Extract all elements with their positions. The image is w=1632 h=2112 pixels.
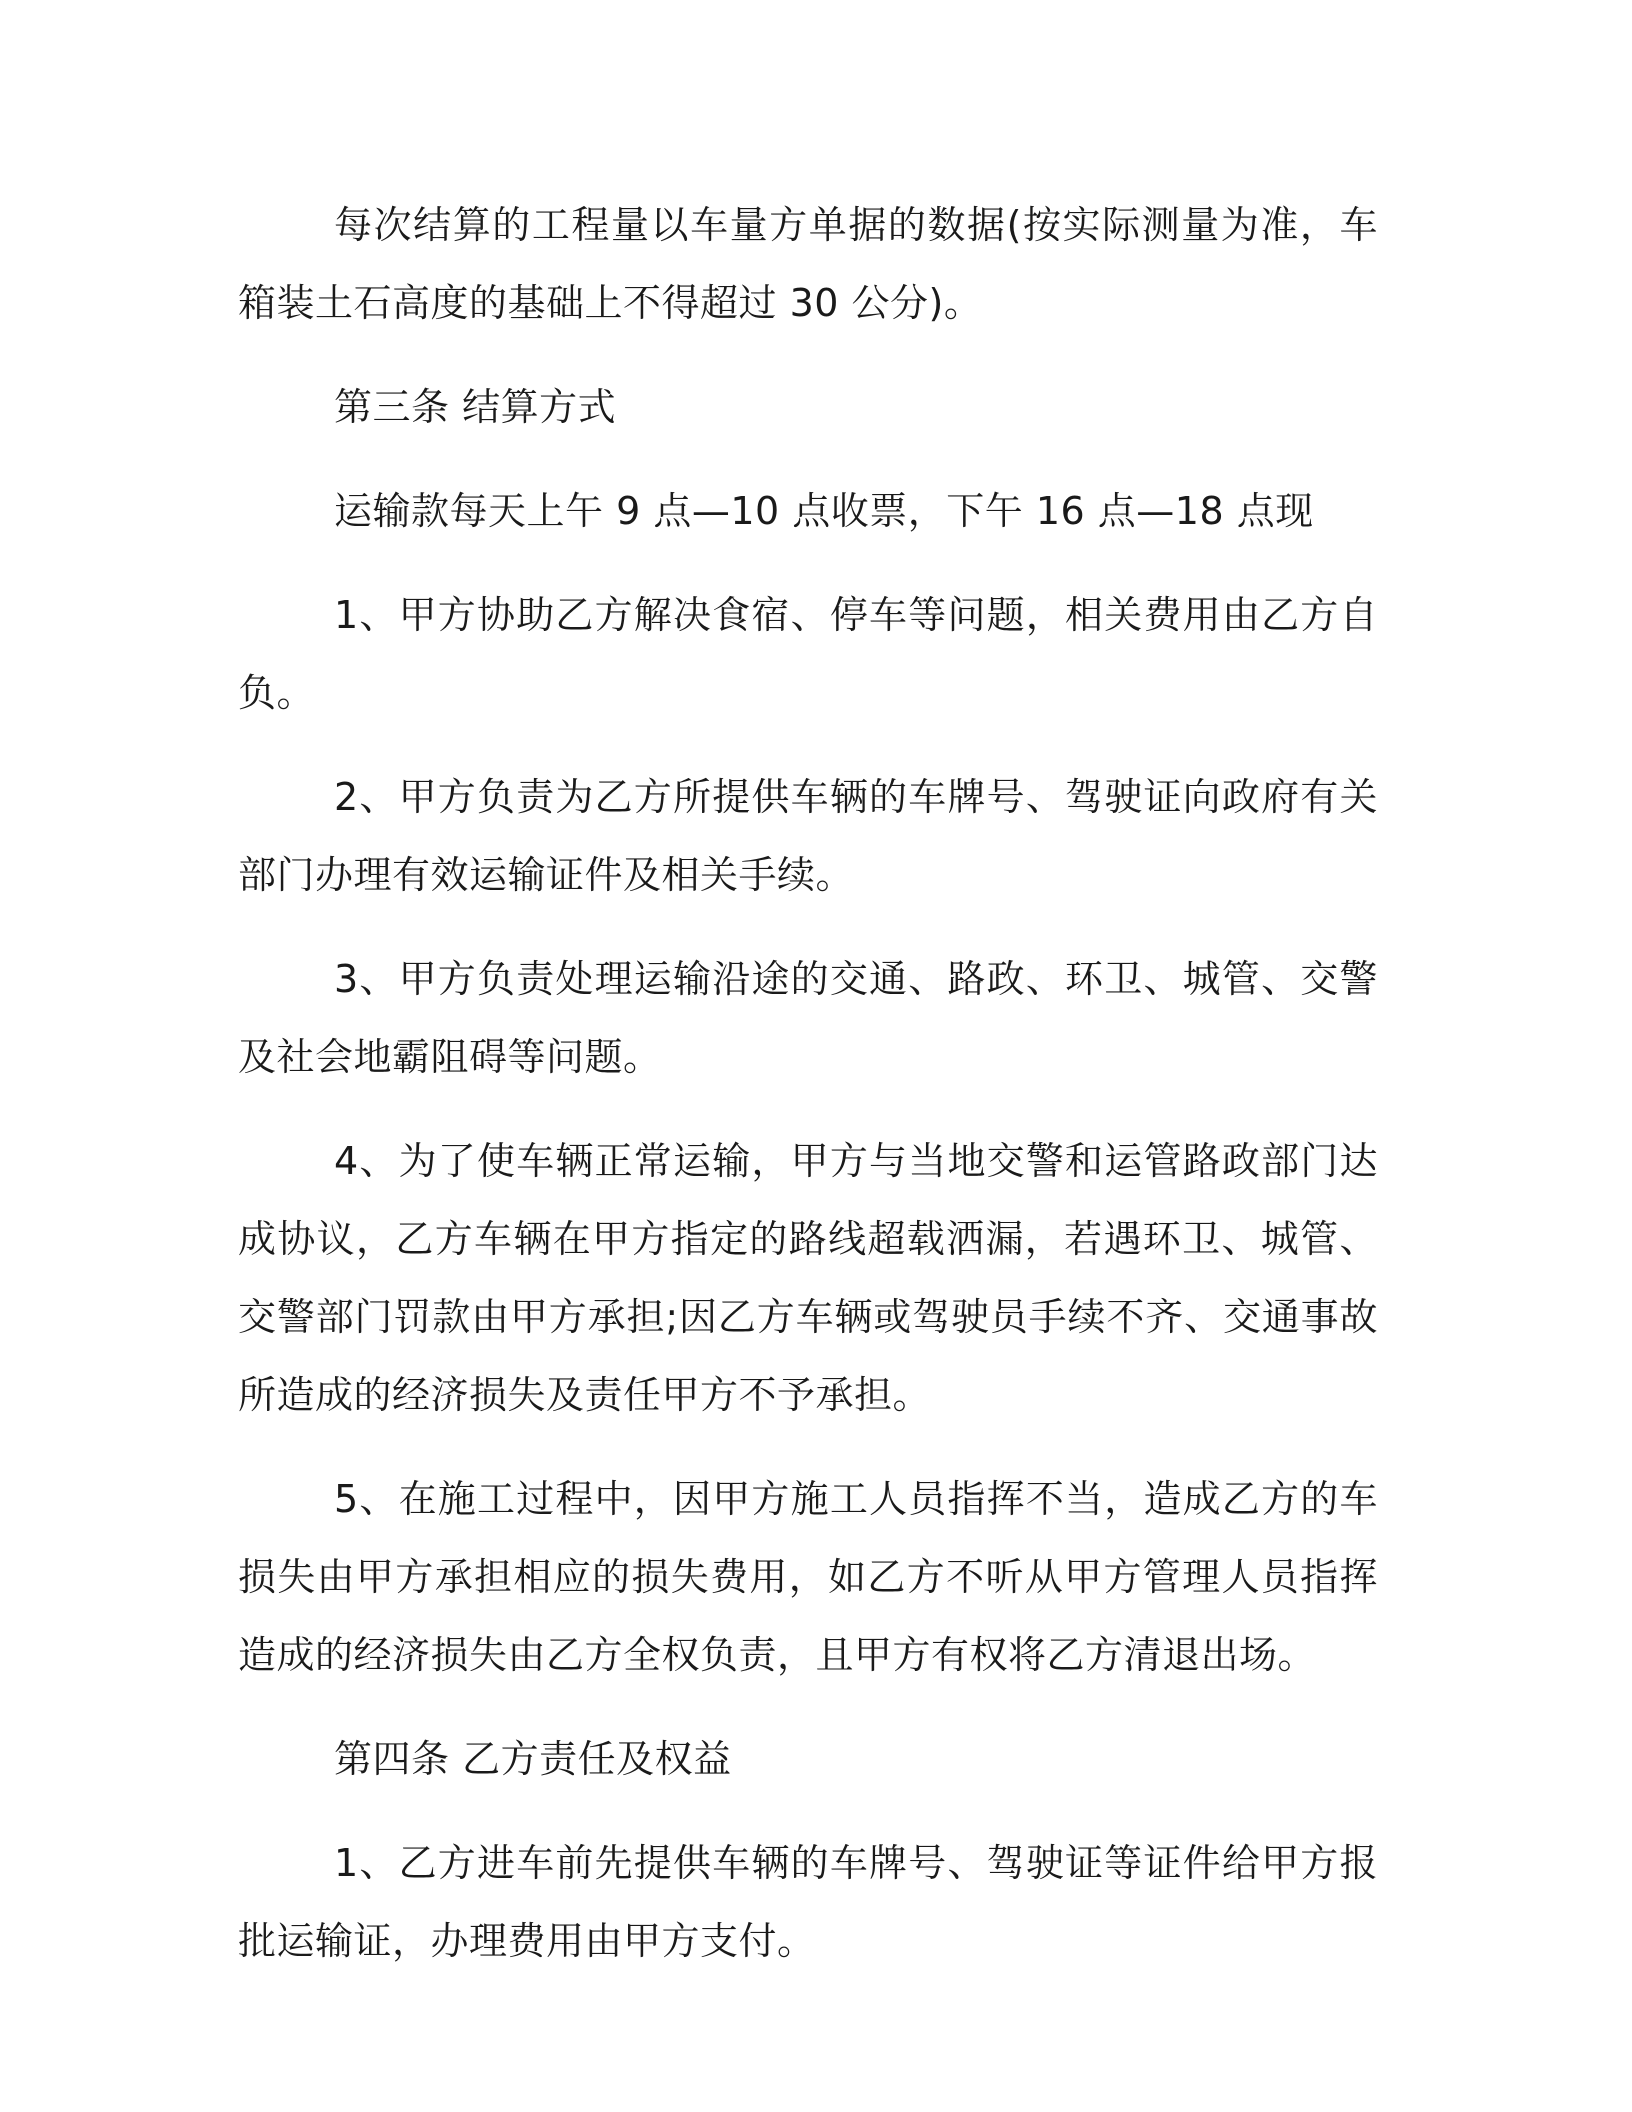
paragraph-clause-2: 2、甲方负责为乙方所提供车辆的车牌号、驾驶证向政府有关部门办理有效运输证件及相关手续。 bbox=[238, 775, 1378, 897]
paragraph-settlement-quantity: 每次结算的工程量以车量方单据的数据(按实际测量为准，车箱装土石高度的基础上不得超过 30 公分)。 bbox=[238, 203, 1378, 325]
paragraph-clause-1: 1、甲方协助乙方解决食宿、停车等问题，相关费用由乙方自负。 bbox=[238, 593, 1378, 715]
section-heading-article-4: 第四条 乙方责任及权益 bbox=[334, 1737, 732, 1781]
paragraph-clause-5: 5、在施工过程中，因甲方施工人员指挥不当，造成乙方的车损失由甲方承担相应的损失费用，如乙方不听从甲方管理人员指挥造成的经济损失由乙方全权负责，且甲方有权将乙方清退出场。 bbox=[238, 1477, 1378, 1677]
section-heading-article-3: 第三条 结算方式 bbox=[334, 385, 617, 429]
paragraph-clause-3: 3、甲方负责处理运输沿途的交通、路政、环卫、城管、交警及社会地霸阻碍等问题。 bbox=[238, 957, 1378, 1079]
paragraph-article-4-clause-1: 1、乙方进车前先提供车辆的车牌号、驾驶证等证件给甲方报批运输证，办理费用由甲方支付。 bbox=[238, 1841, 1378, 1963]
paragraph-clause-4: 4、为了使车辆正常运输，甲方与当地交警和运管路政部门达成协议，乙方车辆在甲方指定的路线超载洒漏，若遇环卫、城管、交警部门罚款由甲方承担;因乙方车辆或驾驶员手续不齐、交通事故所造成的经济损失及责任甲方不予承担。 bbox=[238, 1139, 1378, 1417]
document-body bbox=[238, 186, 1378, 2006]
paragraph-payment-schedule: 运输款每天上午 9 点—10 点收票，下午 16 点—18 点现 bbox=[334, 489, 1314, 533]
